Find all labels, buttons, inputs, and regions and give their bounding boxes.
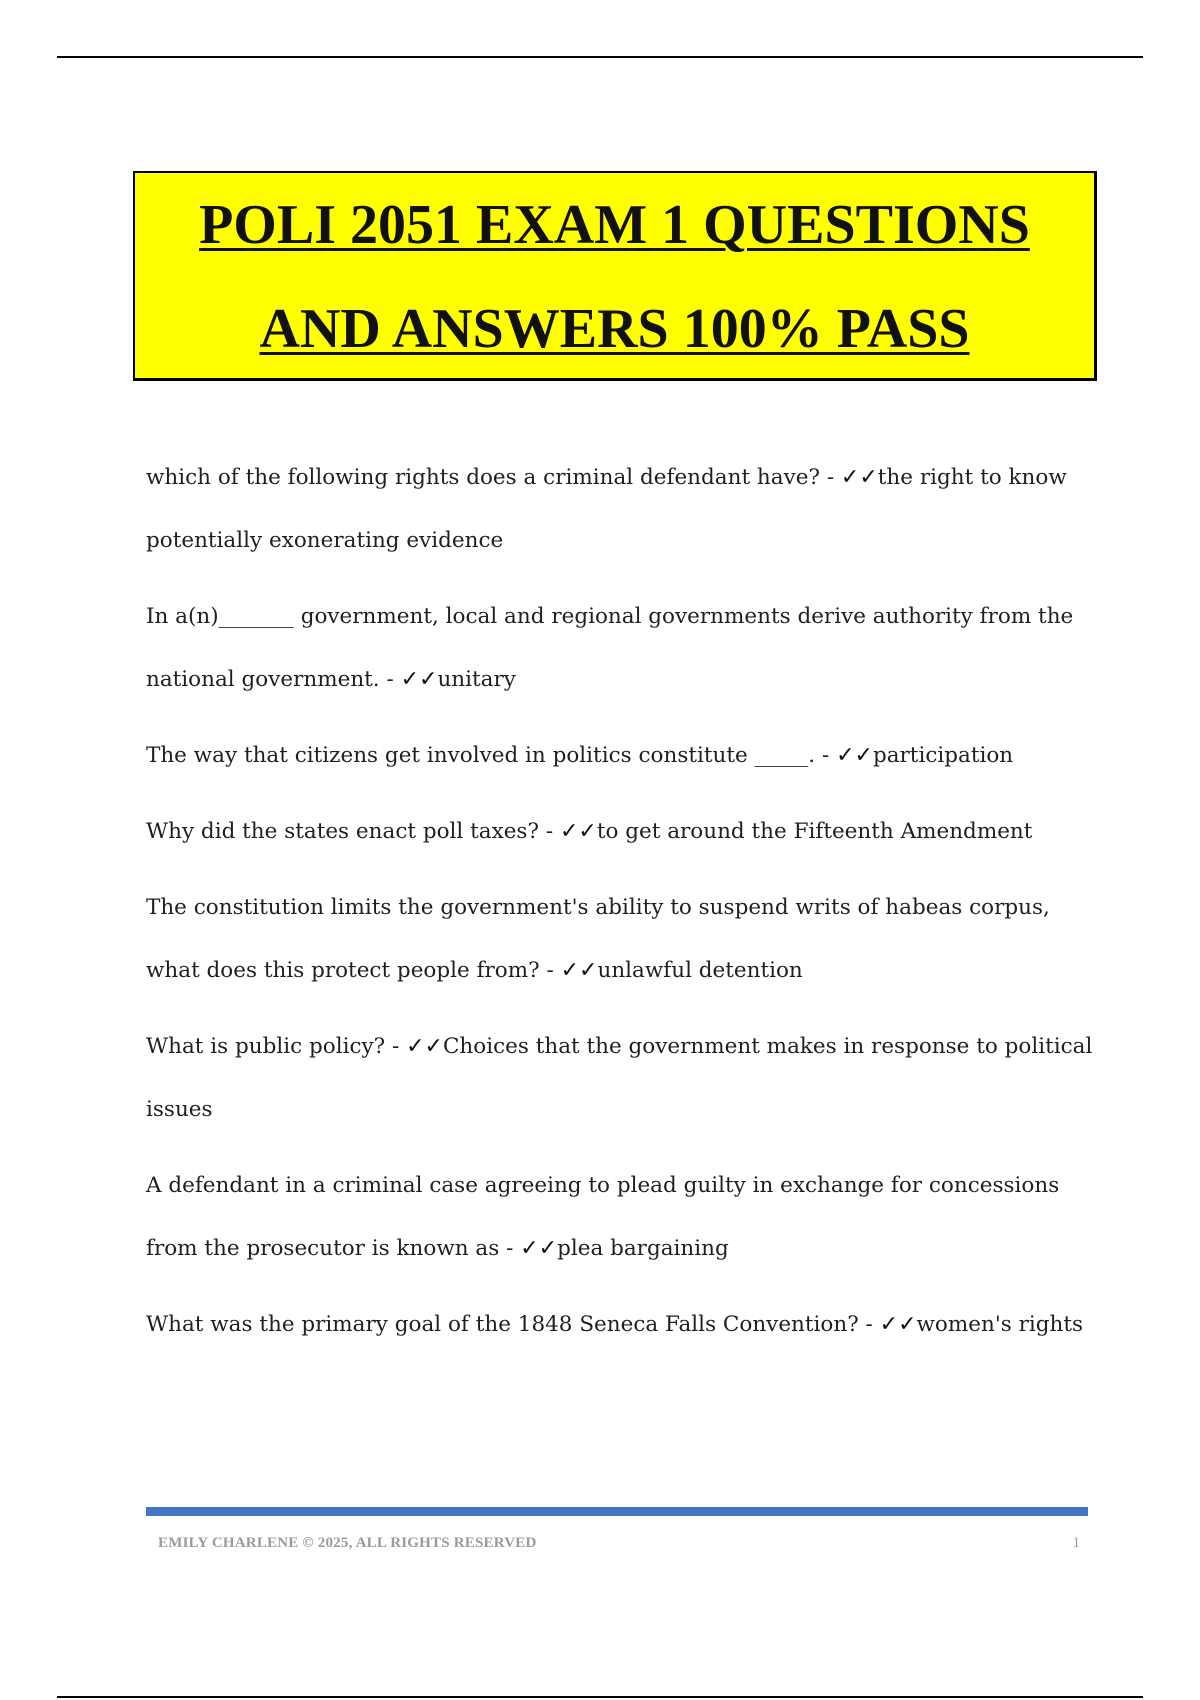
- check-icon: ✓✓: [559, 819, 597, 844]
- check-icon: ✓✓: [406, 1034, 443, 1059]
- check-icon: ✓✓: [520, 1236, 558, 1261]
- check-icon: ✓✓: [560, 958, 598, 983]
- answer-text: unlawful detention: [597, 958, 803, 983]
- qa-item-7: [146, 1154, 1096, 1280]
- question-text: The way that citizens get involved in politics constitute _____. -: [146, 743, 837, 768]
- title-line-1: POLI 2051 EXAM 1 QUESTIONS: [199, 194, 1030, 256]
- question-text: What was the primary goal of the 1848 Seneca Falls Convention? -: [146, 1312, 880, 1337]
- qa-item-3: [146, 724, 1096, 787]
- qa-item-5: [146, 876, 1096, 1002]
- question-text: A defendant in a criminal case agreeing to plead guilty in exchange for concessions from the prosecutor is known as -: [146, 1173, 1060, 1261]
- check-icon: ✓✓: [400, 667, 438, 692]
- answer-text: women's rights: [916, 1312, 1084, 1337]
- check-icon: ✓✓: [836, 743, 873, 768]
- check-icon: ✓✓: [879, 1312, 917, 1337]
- answer-text: plea bargaining: [557, 1236, 729, 1261]
- footer-bar: [146, 1507, 1088, 1516]
- title-line-2: AND ANSWERS 100% PASS: [259, 298, 970, 360]
- question-text: The constitution limits the government's ability to suspend writs of habeas corpus, what does this protect people from? -: [146, 895, 1050, 983]
- page-number: 1: [1072, 1535, 1080, 1551]
- answer-text: unitary: [437, 667, 516, 692]
- footer-copyright: EMILY CHARLENE © 2025, ALL RIGHTS RESERVED: [158, 1535, 537, 1551]
- bottom-rule: [57, 1696, 1143, 1698]
- question-text: Why did the states enact poll taxes? -: [146, 819, 560, 844]
- title-box: [133, 171, 1097, 381]
- qa-item-1: [146, 446, 1096, 572]
- question-text: which of the following rights does a criminal defendant have? -: [146, 465, 841, 490]
- check-icon: ✓✓: [840, 465, 878, 490]
- qa-item-8: [146, 1293, 1096, 1356]
- answer-text: Choices that the government makes in response to political issues: [146, 1034, 1093, 1122]
- top-rule: [57, 56, 1143, 58]
- answer-text: the right to know potentially exonerating evidence: [146, 465, 1067, 553]
- qa-item-2: [146, 585, 1096, 711]
- question-text: What is public policy? -: [146, 1034, 407, 1059]
- qa-list: [146, 446, 1096, 1369]
- answer-text: participation: [872, 743, 1014, 768]
- qa-item-6: [146, 1015, 1096, 1141]
- answer-text: to get around the Fifteenth Amendment: [596, 819, 1033, 844]
- qa-item-4: [146, 800, 1096, 863]
- question-text: In a(n)_______ government, local and regional governments derive authority from the national government. -: [146, 604, 1074, 692]
